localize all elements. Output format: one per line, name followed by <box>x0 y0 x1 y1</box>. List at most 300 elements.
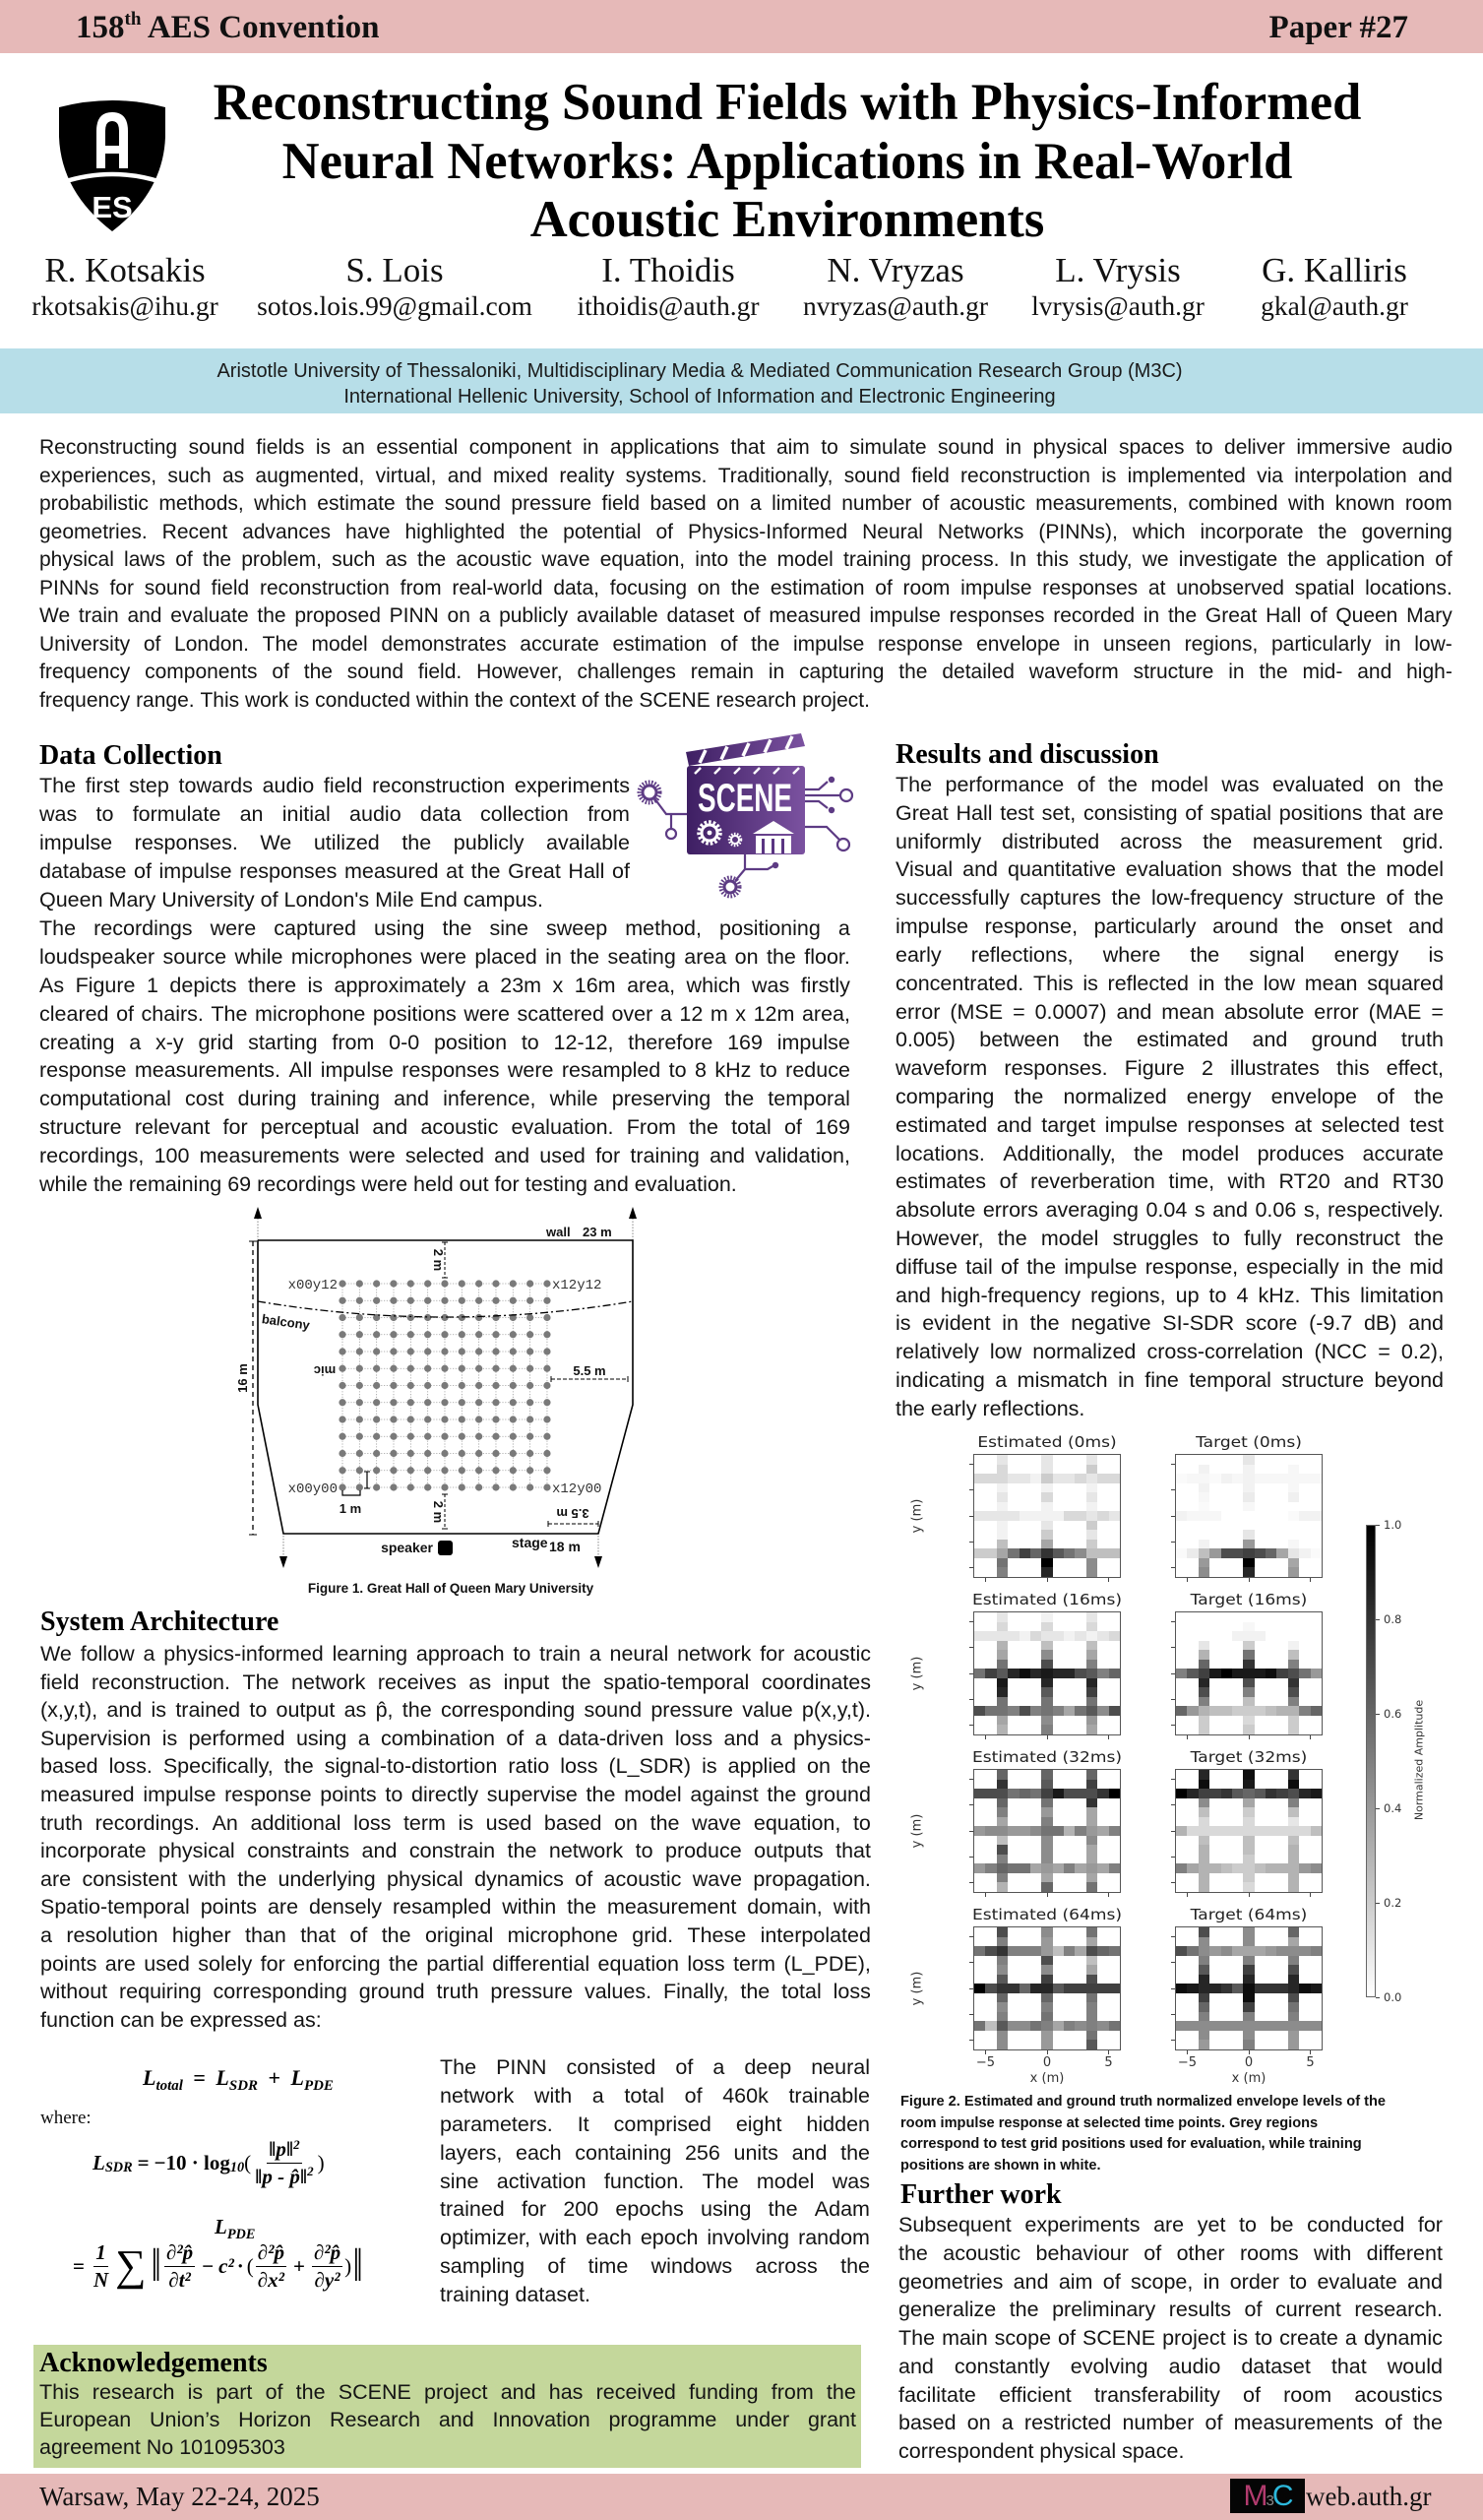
word: publicly <box>453 830 525 854</box>
mic-position-dot <box>543 1399 550 1406</box>
heatmap-panel <box>1175 1454 1323 1578</box>
heatmap-cell <box>974 1687 985 1697</box>
heatmap-cell <box>1243 1697 1254 1707</box>
side-gap-label: 5.5 m <box>573 1363 606 1378</box>
word: in <box>583 436 599 459</box>
mic-position-dot <box>543 1382 550 1389</box>
word: behaviour <box>1035 2240 1129 2265</box>
heatmap-cell <box>1041 1780 1052 1790</box>
heatmap-cell <box>1086 2031 1097 2041</box>
word: and <box>372 1115 408 1140</box>
heatmap-cell <box>1064 1511 1075 1521</box>
word: depicts <box>169 973 237 997</box>
mic-position-dot <box>475 1365 482 1372</box>
word: creating <box>39 1030 115 1054</box>
word: perceptual <box>260 1115 360 1140</box>
word: part <box>216 2380 253 2404</box>
heatmap-cell <box>1266 1622 1276 1632</box>
word: based <box>898 2411 957 2435</box>
heatmap-cell <box>1020 1483 1030 1493</box>
word: sound <box>938 436 995 459</box>
heatmap-cell <box>1086 2021 1097 2031</box>
heatmap-cell <box>1255 1725 1266 1734</box>
heatmap-cell <box>1075 1845 1085 1855</box>
mic-position-dot <box>492 1483 499 1490</box>
heatmap-cell <box>997 1780 1008 1790</box>
heatmap-cell <box>1299 1927 1310 1937</box>
text-line <box>898 2324 1443 2353</box>
heatmap-cell <box>1266 2002 1276 2012</box>
x-tick <box>1249 2050 1250 2054</box>
word: x <box>552 973 564 997</box>
word: such <box>167 464 212 487</box>
heatmap-cell <box>1299 1650 1310 1660</box>
y-axis-label: y (m) <box>909 1971 925 2006</box>
heatmap-cell <box>1176 1502 1187 1512</box>
heatmap-cell <box>974 1641 985 1651</box>
word: data-driven <box>557 1726 664 1750</box>
heatmap-cell <box>1255 1946 1266 1956</box>
heatmap-cell <box>1288 1956 1299 1966</box>
word: with <box>539 2226 578 2250</box>
heatmap-cell <box>1075 1530 1085 1540</box>
word: grid. <box>632 1922 674 1947</box>
heatmap-cell <box>1008 1631 1019 1641</box>
heatmap-cell <box>1243 1836 1254 1846</box>
word: restricted <box>1023 2411 1112 2435</box>
mic-position-dot <box>373 1365 380 1372</box>
heatmap-cell <box>1299 1984 1310 1993</box>
paper-number: Paper #27 <box>1268 10 1408 45</box>
word: towards <box>178 774 253 797</box>
heatmap-cell <box>1030 1863 1041 1873</box>
heatmap-cell <box>1288 1873 1299 1883</box>
word: of <box>675 2055 694 2079</box>
word: between <box>979 1028 1060 1052</box>
heatmap-cell <box>1299 2012 1310 2022</box>
word: sound <box>444 492 501 515</box>
heatmap-cell <box>1075 1697 1085 1707</box>
x-tick <box>1310 1893 1311 1897</box>
word: which <box>254 492 307 515</box>
y-tick <box>969 1779 973 1780</box>
heatmap-cell <box>1276 1965 1287 1975</box>
heatmap-cell <box>1221 1660 1232 1670</box>
word: directly <box>410 1782 479 1806</box>
word: in <box>1143 604 1160 627</box>
heatmap-cell <box>1288 2031 1299 2041</box>
heatmap-cell <box>985 1612 996 1622</box>
heatmap-cell <box>1187 1660 1198 1670</box>
word: responses. <box>134 830 238 854</box>
word: acoustic <box>603 1866 682 1891</box>
heatmap-cell <box>1020 2012 1030 2022</box>
heatmap-cell <box>1075 1975 1085 1984</box>
heatmap-cell <box>1064 2012 1075 2022</box>
text-line <box>896 1253 1444 1282</box>
heatmap-cell <box>1255 1716 1266 1726</box>
heatmap-cell <box>1097 1558 1108 1568</box>
word: field <box>323 774 363 797</box>
word: of <box>1205 2411 1223 2435</box>
heatmap-cell <box>1209 1631 1220 1641</box>
heatmap-cell <box>1255 2040 1266 2049</box>
word: recordings, <box>39 1144 145 1168</box>
heatmap-cell <box>1187 2012 1198 2022</box>
heatmap-cell <box>1041 1660 1052 1670</box>
word: of <box>655 520 673 543</box>
heatmap-cell <box>1030 1678 1041 1688</box>
word: mean <box>1304 971 1358 995</box>
author-email[interactable]: nvryzas@auth.gr <box>803 290 988 321</box>
heatmap-cell <box>1008 1706 1019 1716</box>
heatmap-cell <box>1199 1965 1209 1975</box>
heatmap-cell <box>1020 1993 1030 2003</box>
heatmap-cell <box>1199 1687 1209 1697</box>
heatmap-cell <box>1176 1660 1187 1670</box>
logo-letters-es: ES <box>92 190 133 224</box>
word: for <box>1166 2136 1187 2153</box>
heatmap-cell <box>1299 1817 1310 1827</box>
website-link[interactable]: web.auth.gr <box>1306 2482 1432 2511</box>
heatmap-cell <box>1075 1946 1085 1956</box>
heatmap-cell <box>1176 1558 1187 1568</box>
heatmap-cell <box>1176 1937 1187 1947</box>
heatmap-cell <box>1187 1836 1198 1846</box>
heatmap-cell <box>1075 1650 1085 1660</box>
heatmap-cell <box>1255 1798 1266 1808</box>
word: process. <box>921 548 1000 571</box>
mic-position-dot <box>390 1280 397 1287</box>
heatmap-cell <box>1020 1540 1030 1549</box>
heatmap-cell <box>1199 1770 1209 1780</box>
word: ground <box>1066 2094 1116 2110</box>
word: are <box>267 1895 299 1920</box>
text-line <box>440 2224 870 2252</box>
heatmap-cell <box>1187 2031 1198 2041</box>
word: microphones <box>290 944 412 969</box>
heatmap-cell <box>1199 1558 1209 1568</box>
word: field <box>601 492 641 515</box>
word: energy <box>1186 1084 1252 1108</box>
heatmap-cell <box>1064 1612 1075 1622</box>
heatmap-cell <box>974 1706 985 1716</box>
heatmap-cell <box>1075 1798 1085 1808</box>
word: the <box>442 916 472 940</box>
heatmap-cell <box>997 1558 1008 1568</box>
heatmap-cell <box>1199 1975 1209 1984</box>
mic-position-dot <box>510 1365 517 1372</box>
heatmap-cell <box>1187 1483 1198 1493</box>
word: sine <box>489 916 528 940</box>
word: comparing <box>896 1084 995 1108</box>
word: struggles <box>1112 1227 1199 1250</box>
word: units <box>733 2140 778 2165</box>
heatmap-cell <box>1199 1826 1209 1836</box>
text-line <box>39 687 1452 716</box>
heatmap-cell <box>985 1502 996 1512</box>
word: during <box>237 1087 297 1111</box>
heatmap-cell <box>1053 2031 1064 2041</box>
heatmap-cell <box>1243 1807 1254 1817</box>
author-email[interactable]: rkotsakis@ihu.gr <box>31 290 218 321</box>
text-line <box>39 2433 856 2461</box>
heatmap-cell <box>1020 1530 1030 1540</box>
heatmap-cell <box>1064 1975 1075 1984</box>
word: grid <box>198 1030 234 1054</box>
word: correspondent <box>898 2439 1034 2463</box>
heatmap-cell <box>1053 2040 1064 2049</box>
y-tick <box>969 1542 973 1543</box>
word: PINN <box>389 604 439 627</box>
heatmap-cell <box>1221 1863 1232 1873</box>
heatmap-cell <box>1288 1780 1299 1790</box>
author-email[interactable]: lvrysis@auth.gr <box>1031 290 1205 321</box>
mic-position-dot <box>543 1450 550 1457</box>
word: to <box>521 1030 539 1054</box>
heatmap-cell <box>1064 2031 1075 2041</box>
word: 0.2), <box>1400 1340 1444 1364</box>
word: outputs <box>754 1839 824 1863</box>
word: a <box>143 1642 155 1666</box>
word: constraints <box>247 1839 350 1863</box>
word: in <box>1118 1368 1135 1393</box>
mic-position-dot <box>424 1297 431 1304</box>
heatmap-cell <box>1255 1455 1266 1465</box>
word: epochs <box>615 2197 684 2222</box>
heatmap-cell <box>1199 1650 1209 1660</box>
word: The <box>242 1670 279 1694</box>
word: evident <box>922 1311 991 1336</box>
heatmap-cell <box>1086 1474 1097 1483</box>
x-tick <box>1047 1893 1048 1897</box>
heatmap-cell <box>974 2002 985 2012</box>
word: Subsequent <box>898 2213 1012 2236</box>
heatmap-cell <box>1243 2002 1254 2012</box>
word: network <box>677 1642 752 1666</box>
word: estimation <box>770 576 865 599</box>
heatmap-cell <box>1109 1836 1120 1846</box>
heatmap-cell <box>1097 1455 1108 1465</box>
mic-position-dot <box>510 1280 517 1287</box>
text-line <box>40 1950 871 1979</box>
heatmap-cell <box>1299 1483 1310 1493</box>
word: physical <box>39 548 114 571</box>
heatmap-cell <box>1311 1807 1322 1817</box>
heatmap-cell <box>1232 1511 1243 1521</box>
word: approximately <box>334 973 466 997</box>
heatmap-cell <box>1299 1660 1310 1670</box>
heatmap-cell <box>1097 1780 1108 1790</box>
word: of <box>1435 548 1452 571</box>
heatmap-cell <box>985 1855 996 1864</box>
text-line <box>896 884 1444 913</box>
heatmap-cell <box>1075 1927 1085 1937</box>
word: of <box>143 632 161 656</box>
word: research <box>92 2380 175 2404</box>
text-line <box>39 659 1452 687</box>
word: impulse <box>39 830 113 854</box>
heatmap-cell <box>1266 2040 1276 2049</box>
heatmap-cell <box>1299 1622 1310 1632</box>
word: training <box>440 2283 510 2307</box>
heatmap-cell <box>1266 1836 1276 1846</box>
word: for <box>222 1115 248 1140</box>
word: to <box>759 1058 777 1083</box>
word: as <box>221 464 245 487</box>
heatmap-cell <box>1053 1716 1064 1726</box>
balcony-label: balcony <box>261 1311 311 1333</box>
mic-position-dot <box>441 1467 448 1474</box>
word: Figure <box>1124 1056 1185 1081</box>
word: ratio <box>508 1754 550 1779</box>
word: the <box>1414 886 1444 911</box>
heatmap-cell <box>985 1956 996 1966</box>
author-email[interactable]: ithoidis@auth.gr <box>577 290 760 321</box>
heatmap-cell <box>1266 1521 1276 1531</box>
heatmap-cell <box>1086 1946 1097 1956</box>
heatmap-cell <box>1020 1465 1030 1475</box>
word: a <box>476 973 489 997</box>
heatmap-cell <box>1008 1863 1019 1873</box>
heatmap-cell <box>1008 1937 1019 1947</box>
heatmap-cell <box>1030 1780 1041 1790</box>
mic-position-dot <box>543 1416 550 1422</box>
word: response <box>39 1058 127 1083</box>
word: grant <box>807 2408 856 2431</box>
heatmap-cell <box>974 1993 985 2003</box>
heatmap-cell <box>1187 1975 1198 1984</box>
word: loss <box>353 1810 392 1835</box>
word: room <box>1283 2382 1332 2407</box>
heatmap-cell <box>1041 1817 1052 1827</box>
word: agreement <box>39 2435 141 2459</box>
word: mixed <box>493 464 549 487</box>
heatmap-cell <box>997 1521 1008 1531</box>
heatmap-cell <box>985 2021 996 2031</box>
word: using <box>295 1726 347 1750</box>
word: Union’s <box>150 2408 220 2431</box>
heatmap-cell <box>1299 1567 1310 1577</box>
word: resampled <box>392 1895 492 1920</box>
heatmap-cell <box>1097 2031 1108 2041</box>
mic-position-dot <box>441 1399 448 1406</box>
heatmap-cell <box>997 1706 1008 1716</box>
word: truth <box>40 1810 84 1835</box>
heatmap-cell <box>1030 1937 1041 1947</box>
word: field <box>40 1670 80 1694</box>
heatmap-cell <box>1243 1631 1254 1641</box>
heatmap-cell <box>1276 1697 1287 1707</box>
heatmap-cell <box>1311 2012 1322 2022</box>
word: positions <box>1278 800 1363 825</box>
word: We <box>39 604 71 627</box>
heatmap-cell <box>1041 2031 1052 2041</box>
heatmap-cell <box>1097 1687 1108 1697</box>
heatmap-cell <box>1266 1956 1276 1966</box>
panel-title: Estimated (64ms) <box>971 1906 1123 1923</box>
heatmap-cell <box>1008 1465 1019 1475</box>
word: and <box>1343 1169 1380 1194</box>
word: the <box>724 1087 755 1111</box>
word: of <box>612 858 630 883</box>
y-tick <box>1171 1673 1175 1674</box>
heatmap-cell <box>997 1669 1008 1678</box>
word: input <box>503 1670 550 1694</box>
heatmap-cell <box>1030 1548 1041 1558</box>
author-email[interactable]: gkal@auth.gr <box>1261 290 1408 321</box>
heatmap-cell <box>1299 1474 1310 1483</box>
word: methods, <box>158 492 244 515</box>
word: which <box>686 973 741 997</box>
mic-position-dot <box>492 1433 499 1440</box>
heatmap-cell <box>1209 1612 1220 1622</box>
equation-total-loss: $L_{total} = L_{SDR} + L_{PDE}$ <box>143 2065 334 2095</box>
heatmap-cell <box>1288 1631 1299 1641</box>
heatmap-cell <box>1255 1780 1266 1790</box>
heatmap-cell <box>1041 1474 1052 1483</box>
heatmap-cell <box>1199 1660 1209 1670</box>
heatmap-cell <box>1187 1548 1198 1558</box>
word: model <box>311 632 368 656</box>
heatmap-cell <box>1266 1511 1276 1521</box>
heatmap-cell <box>1276 1826 1287 1836</box>
heatmap-cell <box>1030 1836 1041 1846</box>
heatmap-cell <box>1187 1706 1198 1716</box>
heatmap-cell <box>997 1483 1008 1493</box>
word: equation, <box>753 1810 841 1835</box>
word: based <box>40 1754 98 1779</box>
word: = <box>1378 1340 1390 1364</box>
heatmap-cell <box>1311 1975 1322 1984</box>
heatmap-cell <box>1086 1521 1097 1531</box>
word: Mary <box>108 887 156 912</box>
heatmap-cell <box>997 1678 1008 1688</box>
heatmap-cell <box>997 1807 1008 1817</box>
heatmap-cell <box>1255 1687 1266 1697</box>
heatmap-cell <box>1109 1641 1120 1651</box>
heatmap-cell <box>1176 2040 1187 2049</box>
x-tick <box>1249 1893 1250 1897</box>
mic-position-dot <box>459 1297 465 1304</box>
word: which <box>1132 520 1186 543</box>
mic-position-dot <box>492 1280 499 1287</box>
word: (NCC <box>1314 1340 1368 1364</box>
word: fine <box>1144 1368 1179 1393</box>
heatmap-cell <box>974 1807 985 1817</box>
heatmap-cell <box>1266 2021 1276 2031</box>
author-email[interactable]: sotos.lois.99@gmail.com <box>257 290 532 321</box>
heatmap-cell <box>1311 1650 1322 1660</box>
heatmap-cell <box>1030 1687 1041 1697</box>
text-line <box>39 886 630 914</box>
word: and <box>361 1839 398 1863</box>
y-tick <box>969 2040 973 2041</box>
heatmap-cell <box>1311 1789 1322 1798</box>
heatmap-cell <box>1041 2040 1052 2049</box>
heatmap-cell <box>1075 1956 1085 1966</box>
heatmap-cell <box>1232 1558 1243 1568</box>
heatmap-cell <box>1053 1937 1064 1947</box>
heatmap-cell <box>985 1975 996 1984</box>
word: receives <box>377 1670 457 1694</box>
word: received <box>595 2380 676 2404</box>
word: than <box>245 1922 286 1947</box>
word: epoch <box>640 2226 699 2250</box>
heatmap-cell <box>997 1660 1008 1670</box>
word: the <box>1414 773 1444 796</box>
word: to <box>1208 1283 1227 1307</box>
